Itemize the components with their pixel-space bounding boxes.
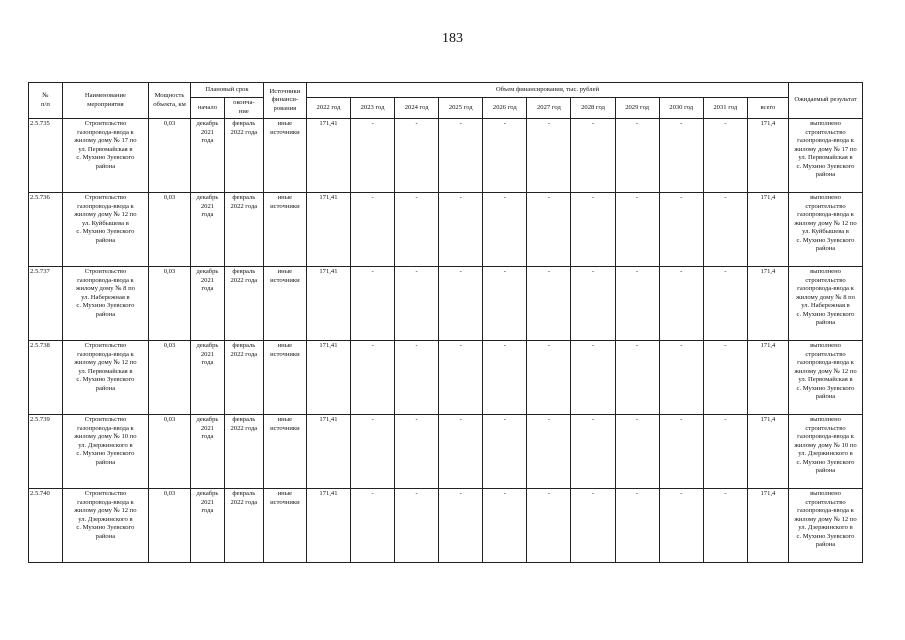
header-year: 2025 год — [439, 98, 483, 119]
row-source: иные источники — [263, 489, 306, 563]
row-year-value: - — [659, 415, 703, 489]
header-year: 2026 год — [483, 98, 527, 119]
row-end: февраль 2022 года — [224, 341, 263, 415]
header-term-start: начало — [191, 98, 225, 119]
row-result: выполнено строительство газопровода-ввода к жилому дому № 8 по ул. Набережная в с. Мухино Зуевского района — [789, 267, 863, 341]
header-year: 2029 год — [615, 98, 659, 119]
row-total: 171,4 — [747, 489, 788, 563]
row-year-value: - — [527, 341, 571, 415]
header-total: всего — [747, 98, 788, 119]
row-capacity: 0,03 — [148, 193, 190, 267]
row-year-value: - — [527, 489, 571, 563]
row-source: иные источники — [263, 267, 306, 341]
header-capacity: Мощность объекта, км — [148, 83, 190, 119]
row-year-value: - — [439, 193, 483, 267]
row-year-value: - — [659, 489, 703, 563]
row-year-value: - — [615, 489, 659, 563]
row-year-value: - — [571, 341, 615, 415]
row-year-value: - — [439, 341, 483, 415]
row-num: 2.5.737 — [29, 267, 63, 341]
row-start: декабрь 2021 года — [191, 193, 225, 267]
row-year-value: - — [439, 489, 483, 563]
row-year-value: 171,41 — [306, 415, 350, 489]
row-year-value: - — [615, 341, 659, 415]
row-year-value: - — [703, 415, 747, 489]
row-year-value: - — [659, 193, 703, 267]
row-start: декабрь 2021 года — [191, 267, 225, 341]
header-year: 2031 год — [703, 98, 747, 119]
row-name: Строительство газопровода-ввода к жилому дому № 17 по ул. Первомайская в с. Мухино Зуевского района — [62, 119, 148, 193]
row-year-value: - — [571, 193, 615, 267]
row-year-value: - — [395, 489, 439, 563]
row-year-value: - — [527, 193, 571, 267]
row-year-value: - — [571, 267, 615, 341]
row-year-value: - — [351, 119, 395, 193]
row-year-value: - — [703, 341, 747, 415]
row-total: 171,4 — [747, 119, 788, 193]
row-year-value: 171,41 — [306, 489, 350, 563]
row-result: выполнено строительство газопровода-ввода к жилому дому № 12 по ул. Первомайская в с. Мухино Зуевского района — [789, 341, 863, 415]
row-year-value: - — [703, 119, 747, 193]
row-year-value: - — [703, 193, 747, 267]
header-year: 2030 год — [659, 98, 703, 119]
row-year-value: - — [351, 341, 395, 415]
row-year-value: - — [571, 119, 615, 193]
row-year-value: - — [571, 489, 615, 563]
table-body — [29, 119, 863, 563]
row-total: 171,4 — [747, 267, 788, 341]
row-end: февраль 2022 года — [224, 193, 263, 267]
row-year-value: - — [395, 341, 439, 415]
row-year-value: - — [395, 193, 439, 267]
row-capacity: 0,03 — [148, 489, 190, 563]
row-year-value: - — [439, 415, 483, 489]
funding-table — [28, 82, 863, 563]
row-name: Строительство газопровода-ввода к жилому дому № 12 по ул. Дзержинского в с. Мухино Зуевского района — [62, 489, 148, 563]
row-year-value: - — [659, 341, 703, 415]
row-name: Строительство газопровода-ввода к жилому дому № 10 по ул. Дзержинского в с. Мухино Зуевского района — [62, 415, 148, 489]
row-year-value: - — [659, 267, 703, 341]
row-num: 2.5.735 — [29, 119, 63, 193]
row-num: 2.5.738 — [29, 341, 63, 415]
row-year-value: - — [483, 415, 527, 489]
row-year-value: - — [703, 267, 747, 341]
table-row — [29, 341, 863, 415]
row-num: 2.5.736 — [29, 193, 63, 267]
row-result: выполнено строительство газопровода-ввода к жилому дому № 10 по ул. Дзержинского в с. Мухино Зуевского района — [789, 415, 863, 489]
table-row — [29, 193, 863, 267]
row-year-value: - — [571, 415, 615, 489]
table-header — [29, 83, 863, 119]
row-capacity: 0,03 — [148, 415, 190, 489]
row-end: февраль 2022 года — [224, 119, 263, 193]
row-year-value: 171,41 — [306, 193, 350, 267]
row-year-value: - — [483, 489, 527, 563]
row-start: декабрь 2021 года — [191, 415, 225, 489]
row-year-value: - — [351, 489, 395, 563]
row-year-value: - — [659, 119, 703, 193]
header-year: 2023 год — [351, 98, 395, 119]
row-year-value: - — [615, 267, 659, 341]
row-result: выполнено строительство газопровода-ввода к жилому дому № 12 по ул. Дзержинского в с. Мухино Зуевского района — [789, 489, 863, 563]
row-year-value: - — [395, 267, 439, 341]
row-result: выполнено строительство газопровода-ввода к жилому дому № 17 по ул. Первомайская в с. Мухино Зуевского района — [789, 119, 863, 193]
header-term-end: оконча- ние — [224, 98, 263, 119]
row-year-value: 171,41 — [306, 119, 350, 193]
row-end: февраль 2022 года — [224, 267, 263, 341]
row-start: декабрь 2021 года — [191, 341, 225, 415]
table-row — [29, 415, 863, 489]
row-name: Строительство газопровода-ввода к жилому дому № 8 по ул. Набережная в с. Мухино Зуевского района — [62, 267, 148, 341]
row-source: иные источники — [263, 119, 306, 193]
row-year-value: - — [483, 119, 527, 193]
row-year-value: - — [439, 267, 483, 341]
row-year-value: - — [703, 489, 747, 563]
row-year-value: - — [351, 193, 395, 267]
row-year-value: - — [615, 193, 659, 267]
row-capacity: 0,03 — [148, 341, 190, 415]
row-year-value: - — [439, 119, 483, 193]
row-year-value: - — [615, 119, 659, 193]
row-year-value: - — [527, 267, 571, 341]
row-name: Строительство газопровода-ввода к жилому дому № 12 по ул. Первомайская в с. Мухино Зуевского района — [62, 341, 148, 415]
row-year-value: - — [527, 119, 571, 193]
row-year-value: - — [483, 267, 527, 341]
row-capacity: 0,03 — [148, 267, 190, 341]
row-year-value: - — [615, 415, 659, 489]
row-year-value: - — [483, 341, 527, 415]
header-year: 2028 год — [571, 98, 615, 119]
row-source: иные источники — [263, 193, 306, 267]
row-name: Строительство газопровода-ввода к жилому дому № 12 по ул. Куйбышева в с. Мухино Зуевского района — [62, 193, 148, 267]
row-year-value: - — [395, 119, 439, 193]
row-year-value: - — [351, 267, 395, 341]
table-row — [29, 489, 863, 563]
header-term: Плановый срок — [191, 83, 264, 98]
row-year-value: - — [351, 415, 395, 489]
row-end: февраль 2022 года — [224, 415, 263, 489]
row-num: 2.5.739 — [29, 415, 63, 489]
header-year: 2024 год — [395, 98, 439, 119]
row-total: 171,4 — [747, 193, 788, 267]
header-num: № п/п — [29, 83, 63, 119]
header-year: 2027 год — [527, 98, 571, 119]
row-start: декабрь 2021 года — [191, 119, 225, 193]
row-year-value: - — [483, 193, 527, 267]
row-year-value: 171,41 — [306, 267, 350, 341]
row-source: иные источники — [263, 341, 306, 415]
table-row — [29, 119, 863, 193]
row-num: 2.5.740 — [29, 489, 63, 563]
row-total: 171,4 — [747, 415, 788, 489]
page-number: 183 — [442, 31, 463, 46]
table-row — [29, 267, 863, 341]
header-result: Ожидаемый результат — [789, 83, 863, 119]
row-source: иные источники — [263, 415, 306, 489]
header-sources: Источники финанси- рования — [263, 83, 306, 119]
row-year-value: 171,41 — [306, 341, 350, 415]
row-year-value: - — [527, 415, 571, 489]
header-year: 2022 год — [306, 98, 350, 119]
row-total: 171,4 — [747, 341, 788, 415]
row-end: февраль 2022 года — [224, 489, 263, 563]
row-year-value: - — [395, 415, 439, 489]
header-funding: Объем финансирования, тыс. рублей — [306, 83, 788, 98]
row-capacity: 0,03 — [148, 119, 190, 193]
row-result: выполнено строительство газопровода-ввода к жилому дому № 12 по ул. Куйбышева в с. Мухино Зуевского района — [789, 193, 863, 267]
header-name: Наименование мероприятия — [62, 83, 148, 119]
row-start: декабрь 2021 года — [191, 489, 225, 563]
